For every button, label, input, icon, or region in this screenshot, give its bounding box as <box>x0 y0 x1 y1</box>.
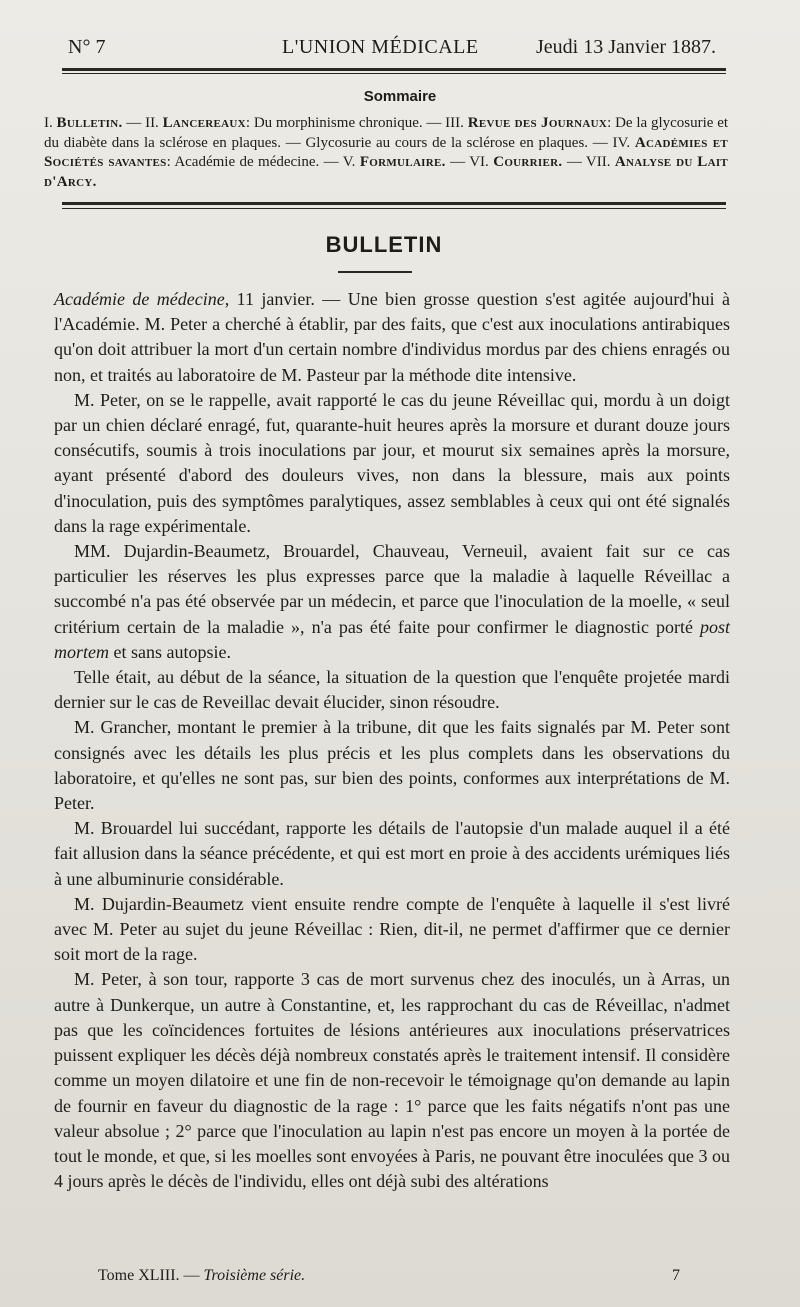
paragraph-1-text: , 11 janvier. — Une bien grosse question s'est agitée aujourd'hui à l'Académie. M. Peter a cherché à établir, par des faits, que c'est aux inoculations antirabiques qu'on doit attribuer la mort d'un certain nombre d'individus mordus par des chiens enragés ou non, et traités au laboratoire de M. Pasteur par la méthode dite intensive. <box>54 289 730 385</box>
sommaire-iii-num: III. <box>445 115 464 131</box>
page-number: 7 <box>672 1267 680 1284</box>
footer-tome-label: Tome XLIII. — <box>98 1267 200 1284</box>
sommaire-iii-text: : De la glycosurie et du diabète dans la sclérose en plaques. — Glycosurie au cours de la sclérose en plaques. — <box>44 115 729 151</box>
sommaire-ii-num: — II. <box>126 115 159 131</box>
issue-date: Jeudi 13 Janvier 1887. <box>536 36 716 58</box>
paragraph-4: Telle était, au début de la séance, la situation de la question que l'enquête projetée mardi dernier sur le cas de Reveillac devait élucider, sinon résoudre. <box>54 667 730 713</box>
sommaire-vii-head: Analyse du Lait d'Arcy. <box>44 154 729 190</box>
sommaire-iv-head: Académies et Sociétés savantes <box>44 134 729 170</box>
sommaire-iii-head: Revue des Journaux <box>467 115 608 131</box>
paragraph-1 <box>54 287 730 388</box>
paragraph-5: M. Grancher, montant le premier à la tribune, dit que les faits signalés par M. Peter sont consignés avec les détails les plus précis et les plus complets dans les observations du laboratoire, et qu'elles ne sont pas, sur bien des points, conformes aux interprétations de M. Peter. <box>54 717 730 814</box>
sommaire-iv-text: : Académie de médecine. — <box>166 154 339 170</box>
sommaire-ii-text: : Du morphinisme chronique. — <box>245 115 442 131</box>
sommaire-vi-head: Courrier. <box>493 154 563 170</box>
paragraph-3 <box>54 539 730 665</box>
paragraph-6: M. Brouardel lui succédant, rapporte les détails de l'autopsie d'un malade auquel il a été fait allusion dans la séance précédente, et qui est mort en proie à des accidents urémiques liés à une albuminurie considérable. <box>54 818 730 889</box>
sommaire-i-head: Bulletin. <box>56 115 123 131</box>
sommaire-rule <box>62 202 726 205</box>
sommaire-iv-num: IV. <box>612 134 631 151</box>
sommaire-v-num: V. <box>342 154 356 170</box>
sommaire-title: Sommaire <box>363 88 437 105</box>
paragraph-3-text-b: et sans autopsie. <box>113 641 231 662</box>
section-lead: Académie de médecine <box>54 289 225 309</box>
sommaire-contents <box>44 114 728 192</box>
sommaire-vii-num: — VII. <box>566 154 611 170</box>
bulletin-rule <box>338 271 412 273</box>
page-footer <box>98 1267 688 1289</box>
sommaire-vi-num: — VI. <box>450 154 489 170</box>
page-header <box>68 36 716 66</box>
paragraph-7: M. Dujardin-Beaumetz vient ensuite rendre compte de l'enquête à laquelle il s'est livré avec M. Peter au sujet du jeune Réveillac : Rien, dit-il, ne permet d'affirmer que ce dernier soit mort de la rage. <box>54 893 730 965</box>
sommaire-ii-head: Lancereaux <box>162 115 246 131</box>
paragraph-3-emphasis: post mortem <box>54 616 731 662</box>
sommaire-v-head: Formulaire. <box>359 154 446 170</box>
journal-title: L'UNION MÉDICALE <box>282 36 479 58</box>
sommaire-i-num: I. <box>44 115 53 131</box>
sommaire-rule-thin <box>62 208 726 209</box>
paragraph-8: M. Peter, à son tour, rapporte 3 cas de mort survenus chez des inoculés, un à Arras, un autre à Dunkerque, un autre à Constantine, et, les rapprochant du cas de Réveillac, n'admet pas que les coïncidences fortuites de lésions antérieures aux inoculations préservatrices puissent expliquer les décès déjà nombreux constatés après le traitement intensif. Il considère comme un moyen dilatoire et une fin de non-recevoir le témoignage qu'on demande au lapin de fournir en faveur du diagnostic de la rage : 1° parce que les faits négatifs n'ont pas une valeur absolue ; 2° parce que l'inoculation au lapin n'est pas encore un moyen à la portée de tout le monde, et que, si les moelles sont envoyées à Paris, ne pouvant être inoculées que 3 ou 4 jours après le décès de l'individu, elles ont déjà subi des altérations <box>54 969 730 1192</box>
issue-number: N° 7 <box>68 36 106 58</box>
paragraph-3-text-a: MM. Dujardin-Beaumetz, Brouardel, Chauveau, Verneuil, avaient fait sur ce cas particulier les réserves les plus expresses parce que la maladie à laquelle Réveillac a succombé n'a pas été observée par un médecin, et parce que l'inoculation de la moelle, « seul critérium certain de la maladie », n'a pas été faite pour confirmer le diagnostic porté <box>54 541 730 637</box>
paragraph-2: M. Peter, on se le rappelle, avait rapporté le cas du jeune Réveillac qui, mordu à un doigt par un chien déclaré enragé, fut, quarante-huit heures après la morsure et durant douze jours consécutifs, soumis à trois inoculations par jour, et mourut six semaines après la morsure, ayant présenté d'abord des douleurs vives, non dans la blessure, mais aux points d'inoculation, puis des symptômes paralytiques, assez semblables à ceux qui ont été signalés dans la rage expérimentale. <box>54 389 730 536</box>
header-rule-thin <box>62 73 726 74</box>
bulletin-title: BULLETIN <box>325 232 443 257</box>
footer-serie: Troisième série. <box>203 1267 306 1284</box>
article-body <box>54 287 730 1194</box>
footer-tome <box>98 1267 305 1285</box>
header-rule <box>62 68 726 71</box>
